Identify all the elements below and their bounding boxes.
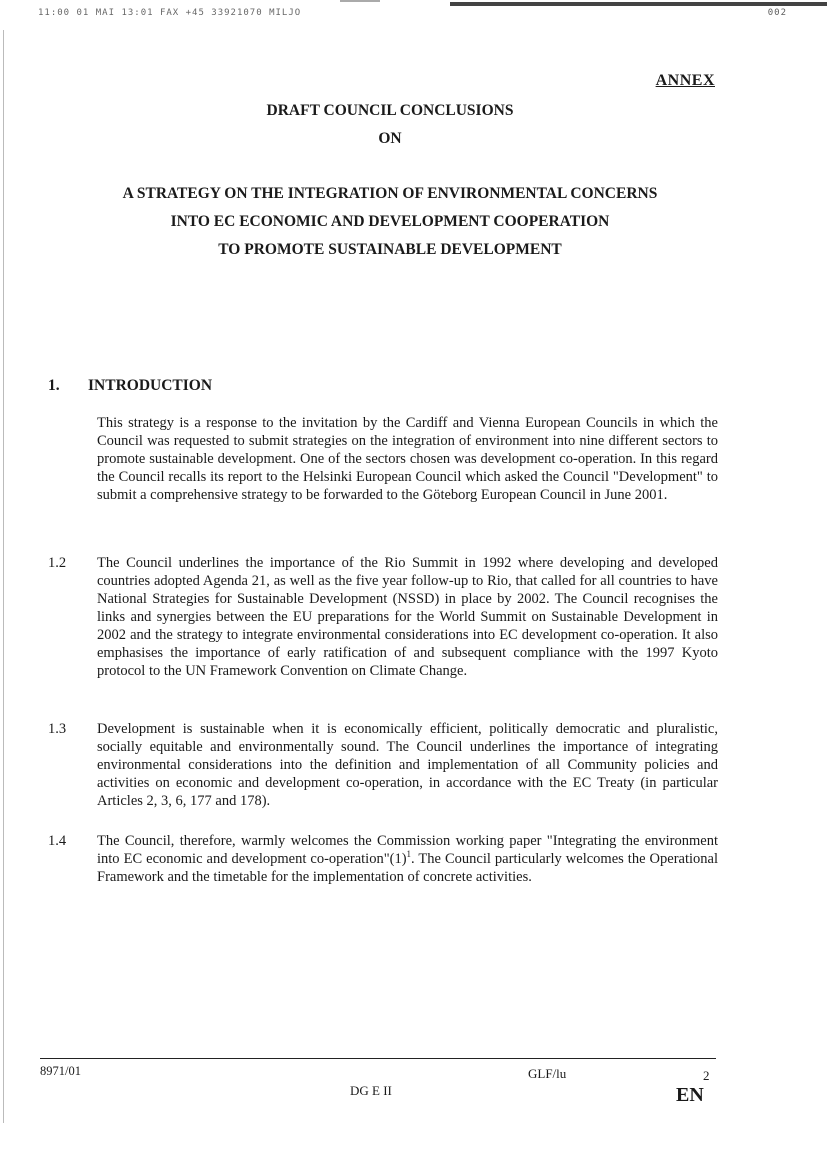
footnote-marker: 1 <box>406 849 412 860</box>
paragraph-number: 1.3 <box>48 721 67 737</box>
author-code: GLF/lu <box>528 1066 567 1081</box>
fax-header-text: 11:00 01 MAI 13:01 FAX +45 33921070 MILJO <box>38 8 302 18</box>
language-code: EN <box>676 1084 704 1106</box>
paragraph-text-part: . The Council particularly welcomes the Operational Framework and the timetable for the implementation of concrete activities. <box>97 851 718 885</box>
title-line: ON <box>378 130 402 147</box>
title-line: A STRATEGY ON THE INTEGRATION OF ENVIRONMENTAL CONCERNS <box>122 185 658 202</box>
section-number: 1. <box>48 377 60 394</box>
fax-page-number: 002 <box>767 8 787 18</box>
margin-rule <box>3 30 4 1123</box>
document-reference: 8971/01 <box>40 1064 81 1078</box>
paragraph <box>48 554 718 680</box>
fax-header <box>38 8 787 24</box>
paragraph-number: 1.2 <box>48 555 67 571</box>
directorate: DG E II <box>350 1083 392 1098</box>
section-title: INTRODUCTION <box>88 377 213 394</box>
scan-artifact <box>340 0 380 2</box>
paragraph <box>48 832 718 886</box>
paragraph-text <box>97 832 718 886</box>
footer-rule <box>40 1058 716 1059</box>
paragraph <box>48 414 718 504</box>
title-line: DRAFT COUNCIL CONCLUSIONS <box>266 102 514 119</box>
paragraph-text: The Council underlines the importance of the Rio Summit in 1992 where developing and developed countries adopted Agenda 21, as well as the five year follow-up to Rio, that called for all countries to have National Strategies for Sustainable Development (NSSD) in place by 2002. The Council recognises the links and synergies between the EU preparations for the World Summit on Sustainable Development in 2002 and the strategy to integrate environmental considerations into EC development co-operation. It also emphasises the importance of early ratification of and subsequent compliance with the 1997 Kyoto protocol to the UN Framework Convention on Climate Change. <box>97 555 718 679</box>
section-heading <box>48 377 212 395</box>
paragraph-text: Development is sustainable when it is economically efficient, politically democratic and pluralistic, socially equitable and environmentally sound. The Council underlines the importance of integrating environmental considerations into the definition and implementation of all Community policies and activities on economic and development co-operation, in accordance with the EC Treaty (in particular Articles 2, 3, 6, 177 and 178). <box>97 721 718 809</box>
paragraph-number: 1.4 <box>48 833 67 849</box>
paragraph-text: This strategy is a response to the invitation by the Cardiff and Vienna European Councils in which the Council was requested to submit strategies on the integration of environment into nine different sectors to promote sustainable development. One of the sectors chosen was development co-operation. In this regard the Council recalls its report to the Helsinki European Council which asked the Council "Development" to submit a comprehensive strategy to be forwarded to the Göteborg European Council in June 2001. <box>97 415 718 503</box>
title-line: TO PROMOTE SUSTAINABLE DEVELOPMENT <box>218 241 562 258</box>
paragraph <box>48 720 718 810</box>
paragraph-text-part: The Council, therefore, warmly welcomes the Commission working paper "Integrating the environment into EC economic and development co-operation"(1) <box>97 833 718 867</box>
title-line: INTO EC ECONOMIC AND DEVELOPMENT COOPERATION <box>170 213 610 230</box>
annex-label: ANNEX <box>655 72 715 89</box>
document-title <box>60 97 720 264</box>
page-number: 2 <box>703 1068 710 1083</box>
scan-artifact <box>450 2 827 6</box>
